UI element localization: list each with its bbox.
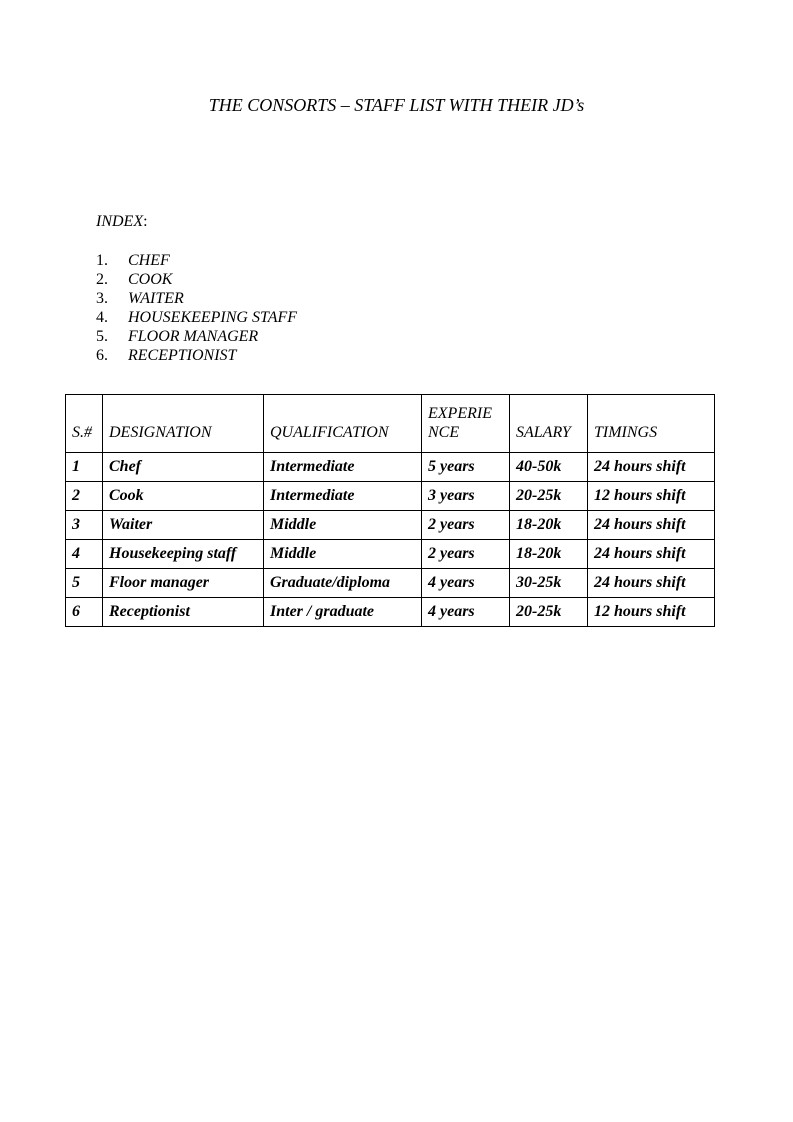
table-cell: Middle	[264, 511, 422, 540]
index-number: 3.	[96, 290, 108, 307]
table-row	[66, 540, 715, 569]
table-cell: 2	[66, 482, 103, 511]
document-title: THE CONSORTS – STAFF LIST WITH THEIR JD’s	[208, 95, 585, 115]
index-number: 2.	[96, 271, 108, 288]
table-cell: Chef	[103, 453, 264, 482]
index-number: 5.	[96, 328, 108, 345]
table-cell: 3	[66, 511, 103, 540]
table-cell: 4 years	[422, 598, 510, 627]
table-cell: 24 hours shift	[588, 569, 715, 598]
index-list	[96, 251, 297, 365]
table-row	[66, 453, 715, 482]
column-header: TIMINGS	[588, 395, 715, 453]
table-cell: Housekeeping staff	[103, 540, 264, 569]
table-cell: 5 years	[422, 453, 510, 482]
table-cell: Waiter	[103, 511, 264, 540]
table-cell: 4 years	[422, 569, 510, 598]
column-header: DESIGNATION	[103, 395, 264, 453]
table-cell: 12 hours shift	[588, 598, 715, 627]
table-cell: Graduate/diploma	[264, 569, 422, 598]
staff-table	[65, 394, 715, 627]
index-item	[96, 251, 297, 270]
table-cell: 1	[66, 453, 103, 482]
index-text: CHEF	[128, 252, 170, 269]
table-cell: Middle	[264, 540, 422, 569]
table-cell: 2 years	[422, 511, 510, 540]
table-cell: Intermediate	[264, 482, 422, 511]
column-header: EXPERIE NCE	[422, 395, 510, 453]
table-cell: Cook	[103, 482, 264, 511]
column-header: SALARY	[510, 395, 588, 453]
index-text: FLOOR MANAGER	[128, 328, 259, 345]
column-header: QUALIFICATION	[264, 395, 422, 453]
index-label: INDEX	[96, 213, 144, 230]
index-colon: :	[143, 213, 148, 230]
index-item	[96, 346, 297, 365]
table-cell: 18-20k	[510, 540, 588, 569]
table-cell: Floor manager	[103, 569, 264, 598]
index-number: 6.	[96, 347, 108, 364]
table-cell: 12 hours shift	[588, 482, 715, 511]
table-row	[66, 511, 715, 540]
index-text: COOK	[128, 271, 173, 288]
index-item	[96, 308, 297, 327]
column-header: S.#	[66, 395, 103, 453]
table-cell: 6	[66, 598, 103, 627]
index-text: WAITER	[128, 290, 184, 307]
table-cell: 30-25k	[510, 569, 588, 598]
index-text: HOUSEKEEPING STAFF	[128, 309, 298, 326]
table-row	[66, 482, 715, 511]
table-cell: 20-25k	[510, 482, 588, 511]
table-cell: 24 hours shift	[588, 453, 715, 482]
table-row	[66, 598, 715, 627]
table-cell: Receptionist	[103, 598, 264, 627]
table-cell: Intermediate	[264, 453, 422, 482]
table-cell: 20-25k	[510, 598, 588, 627]
index-number: 4.	[96, 309, 108, 326]
index-text: RECEPTIONIST	[128, 347, 237, 364]
index-heading	[96, 213, 148, 231]
table-cell: 40-50k	[510, 453, 588, 482]
table-header-row	[66, 395, 715, 453]
table-cell: 5	[66, 569, 103, 598]
table-cell: Inter / graduate	[264, 598, 422, 627]
table-cell: 2 years	[422, 540, 510, 569]
table-row	[66, 569, 715, 598]
table-cell: 18-20k	[510, 511, 588, 540]
index-item	[96, 289, 297, 308]
table-cell: 24 hours shift	[588, 540, 715, 569]
table-cell: 24 hours shift	[588, 511, 715, 540]
index-number: 1.	[96, 252, 108, 269]
index-item	[96, 270, 297, 289]
table-cell: 3 years	[422, 482, 510, 511]
table-cell: 4	[66, 540, 103, 569]
index-item	[96, 327, 297, 346]
